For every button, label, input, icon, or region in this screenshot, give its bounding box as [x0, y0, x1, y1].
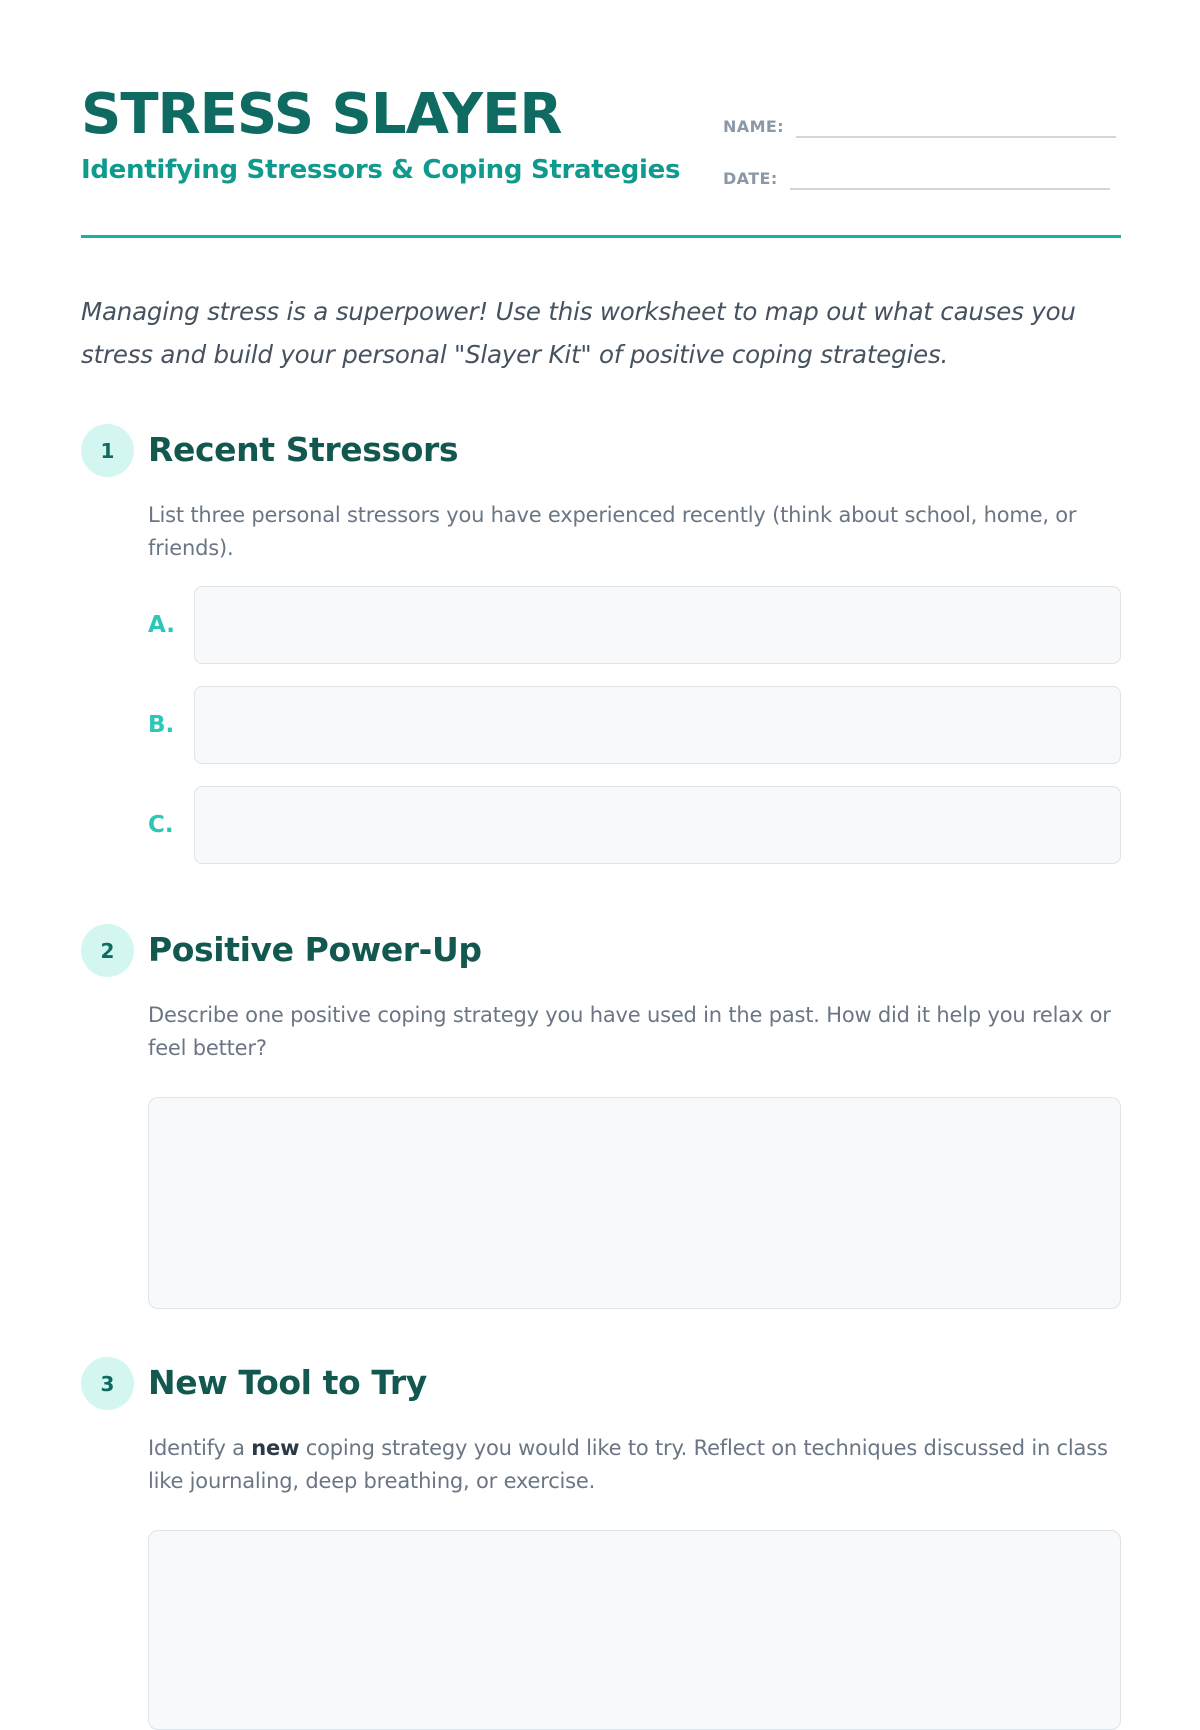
section-description: Describe one positive coping strategy you have used in the past. How did it help you relax or feel better? [148, 1003, 1111, 1060]
section-header [81, 924, 1121, 978]
name-input-line[interactable] [796, 108, 1116, 138]
intro-text: Managing stress is a superpower! Use this worksheet to map out what causes you stress and build your personal "Slayer Kit" of positive coping strategies. [81, 297, 1076, 369]
positive-strategy-input[interactable] [148, 1097, 1121, 1309]
stressor-c-input[interactable] [194, 786, 1121, 864]
stressor-b-input[interactable] [194, 686, 1121, 764]
name-label: NAME: [723, 117, 785, 136]
section-title: Positive Power-Up [148, 930, 482, 969]
date-label: DATE: [723, 169, 778, 188]
worksheet-title: STRESS SLAYER [81, 82, 562, 147]
section-header [81, 1357, 1121, 1411]
stressor-a-input[interactable] [194, 586, 1121, 664]
answer-letter: A. [148, 612, 175, 638]
section-new-tool [81, 1357, 1121, 1493]
description-emphasis: new [251, 1436, 300, 1460]
section-header [81, 424, 1121, 478]
worksheet-header [81, 0, 1121, 238]
section-description: List three personal stressors you have experienced recently (think about school, home, or friends). [148, 503, 1077, 560]
description-text: coping strategy you would like to try. Reflect on techniques discussed in class like journaling, deep breathing, or exercise. [148, 1436, 1108, 1493]
name-field-row [723, 108, 1116, 138]
section-number-badge: 3 [81, 1357, 134, 1410]
section-recent-stressors [81, 424, 1121, 838]
answer-letter: B. [148, 712, 175, 738]
worksheet-subtitle: Identifying Stressors & Coping Strategies [81, 155, 681, 185]
stressor-row-a [148, 586, 1121, 666]
answer-letter: C. [148, 812, 174, 838]
new-tool-input[interactable] [148, 1530, 1121, 1730]
worksheet-page [81, 0, 1121, 1493]
section-title: Recent Stressors [148, 430, 459, 469]
date-input-line[interactable] [790, 160, 1110, 190]
section-title: New Tool to Try [148, 1363, 427, 1402]
stressor-row-c [148, 786, 1121, 866]
stressor-row-b [148, 686, 1121, 766]
date-field-row [723, 160, 1110, 190]
section-number-badge: 1 [81, 424, 134, 477]
section-positive-power-up [81, 924, 1121, 1060]
description-text: Identify a [148, 1436, 252, 1460]
section-description [148, 1432, 1120, 1498]
section-number-badge: 2 [81, 924, 134, 977]
